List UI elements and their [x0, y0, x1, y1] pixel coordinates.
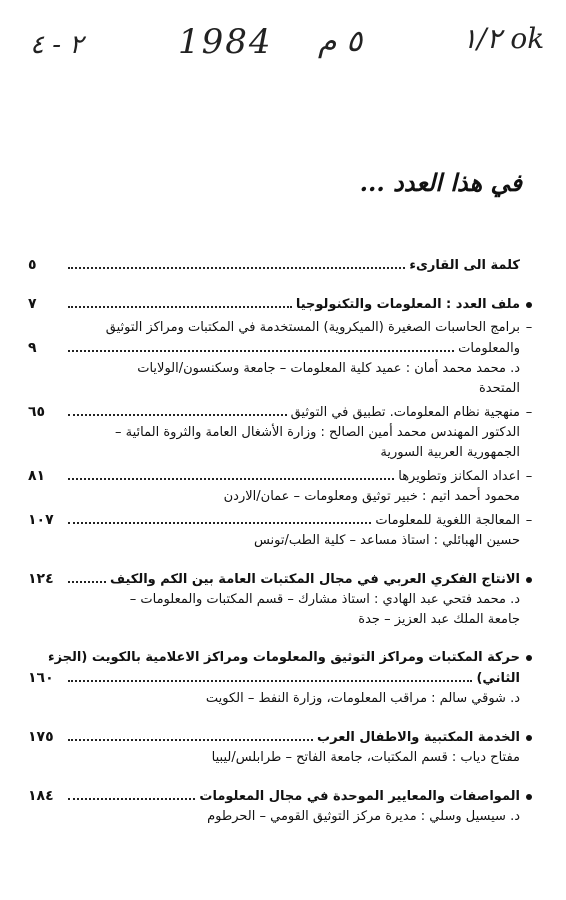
dot-leader — [68, 402, 287, 416]
entry-author: د. محمد فتحي عبد الهادي : استاذ مشارك – قسم المكتبات والمعلومات – — [129, 592, 520, 607]
entry-author: د. محمد محمد أمان : عميد كلية المعلومات – جامعة وسكنسون/الولايات — [137, 361, 520, 376]
entry-title: حركة المكتبات ومراكز التوثيق والمعلومات ومراكز الاعلامية بالكويت (الجزء — [47, 650, 520, 665]
toc-entry — [28, 569, 538, 630]
bullet-icon — [526, 794, 532, 800]
entry-author: د. شوقي سالم : مراقب المعلومات، وزارة النفط – الكويت — [205, 691, 520, 706]
entry-title: المعالجة اللغوية للمعلومات — [375, 513, 520, 528]
entry-author-cont: الجمهورية العربية السورية — [380, 445, 520, 460]
entry-title-cont: الثاني) — [476, 671, 520, 686]
entry-author: مفتاح دياب : قسم المكتبات، جامعة الفاتح – طرابلس/ليبيا — [211, 750, 520, 765]
page-number: ٦٥ — [28, 404, 46, 420]
entry-author: محمود أحمد اتيم : خبير توثيق ومعلومات – عمان/الاردن — [223, 489, 520, 504]
page-number: ١٦٠ — [28, 670, 54, 686]
bullet-icon — [526, 302, 532, 308]
entry-title: منهجية نظام المعلومات. تطبيق في التوثيق — [290, 405, 520, 420]
toc-entry: – منهجية نظام المعلومات. تطبيق في التوثيق ٦٥ الدكتور المهندس محمد أمين الصالح : وزارة الأشغال العامة والثروة المائية – الجمهورية العربية السورية — [28, 402, 538, 463]
dot-leader — [68, 786, 195, 800]
toc-entry: – برامج الحاسبات الصغيرة (الميكروية) المستخدمة في المكتبات ومراكز التوثيق والمعلومات ٩ د. محمد محمد أمان : عميد كلية المعلومات – جامعة وسكنسون/الولايات المتحدة — [28, 318, 538, 399]
toc-entry — [28, 294, 538, 315]
page-number: ١٠٧ — [28, 512, 54, 528]
entry-author: الدكتور المهندس محمد أمين الصالح : وزارة الأشغال العامة والثروة المائية – — [115, 425, 520, 440]
entry-title: المواصفات والمعايير الموحدة في مجال المعلومات — [199, 789, 520, 804]
page-number: ٩ — [28, 340, 37, 356]
toc-entry — [28, 727, 538, 768]
entry-title: كلمة الى القارىء — [409, 258, 520, 273]
dot-leader — [68, 294, 292, 308]
toc-entry — [28, 648, 538, 709]
dot-leader — [68, 569, 106, 583]
handwritten-note-2: ٥ م — [318, 24, 363, 59]
entry-title-cont: والمعلومات — [458, 341, 520, 356]
dot-leader — [68, 338, 454, 352]
dot-leader — [68, 255, 405, 269]
table-of-contents — [28, 255, 538, 830]
entry-title: الانتاج الفكري العربي في مجال المكتبات العامة بين الكم والكيف — [109, 572, 520, 587]
entry-author-cont: المتحدة — [478, 381, 520, 396]
toc-entry: – اعداد المكانز وتطويرها ٨١ محمود أحمد اتيم : خبير توثيق ومعلومات – عمان/الاردن — [28, 466, 538, 507]
dot-leader — [68, 466, 394, 480]
toc-entry — [28, 786, 538, 827]
handwritten-note-3: ١/٢ ok — [462, 22, 545, 55]
dot-leader — [68, 668, 472, 682]
page-number: ٧ — [28, 296, 37, 312]
toc-entry — [28, 255, 538, 276]
entry-title: برامج الحاسبات الصغيرة (الميكروية) المستخدمة في المكتبات ومراكز التوثيق — [105, 320, 520, 335]
page-heading: في هذا العدد ... — [359, 168, 522, 197]
toc-entry: – المعالجة اللغوية للمعلومات ١٠٧ حسين الهبائلي : استاذ مساعد – كلية الطب/تونس — [28, 510, 538, 551]
bullet-icon — [526, 655, 532, 661]
entry-author: حسين الهبائلي : استاذ مساعد – كلية الطب/تونس — [253, 533, 520, 548]
entry-title: الخدمة المكتبية والاطفال العرب — [317, 730, 520, 745]
dot-leader — [68, 510, 371, 524]
handwritten-year: 1984 — [178, 22, 273, 62]
page-number: ٥ — [28, 257, 37, 273]
bullet-icon — [526, 735, 532, 741]
entry-author: د. سيسيل وسلي : مديرة مركز التوثيق القومي – الحرطوم — [207, 809, 520, 824]
entry-title: ملف العدد : المعلومات والتكنولوجيا — [295, 297, 520, 312]
bullet-icon — [526, 577, 532, 583]
page-number: ١٧٥ — [28, 729, 54, 745]
page-number: ٨١ — [28, 468, 46, 484]
dot-leader — [68, 727, 313, 741]
page-number: ١٨٤ — [28, 788, 54, 804]
entry-title: اعداد المكانز وتطويرها — [398, 469, 520, 484]
entry-author-cont: جامعة الملك عبد العزيز – جدة — [358, 612, 520, 627]
handwritten-note-1: ٢ - ٤ — [30, 30, 84, 60]
page-number: ١٢٤ — [28, 571, 54, 587]
